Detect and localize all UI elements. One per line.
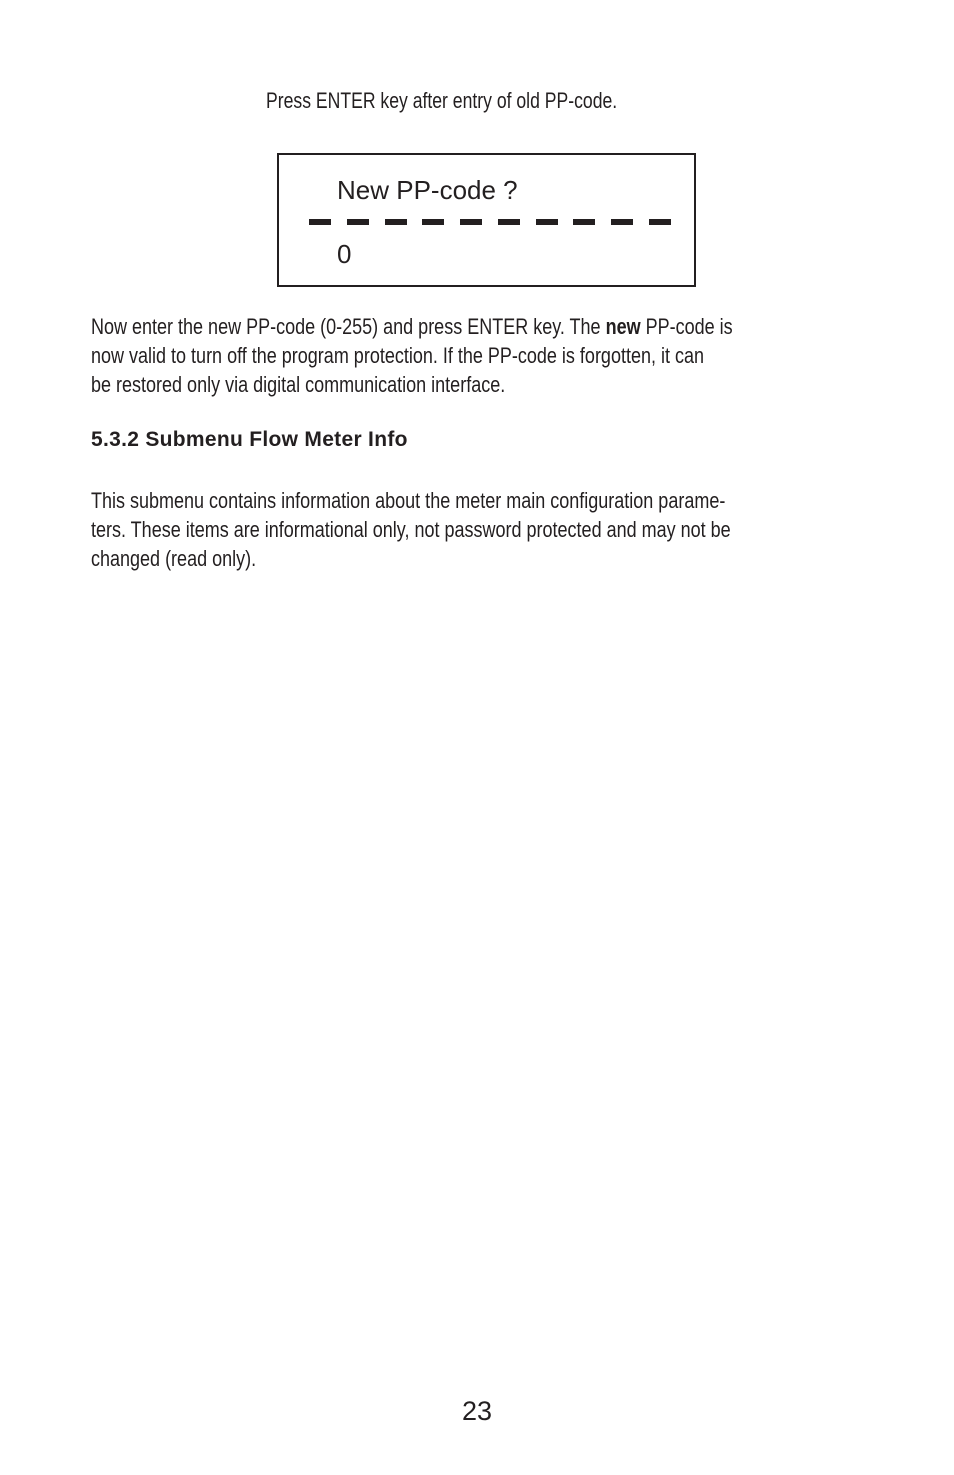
page-number: 23 [461, 1396, 493, 1426]
lcd-dash [460, 219, 482, 225]
lcd-dash [649, 219, 671, 225]
paragraph-line: This submenu contains information about the meter main configuration parame- [91, 488, 726, 513]
lcd-dash [309, 219, 331, 225]
lcd-display [277, 153, 696, 287]
lcd-prompt-text: New PP-code ? [337, 175, 518, 205]
paragraph-line: now valid to turn off the program protection. If the PP-code is forgotten, it can [91, 343, 705, 368]
lcd-dash [422, 219, 444, 225]
emphasis-text: new [605, 314, 641, 339]
paragraph-line: changed (read only). [91, 546, 257, 571]
lcd-dash [611, 219, 633, 225]
lcd-dash [573, 219, 595, 225]
lcd-dash-separator [309, 219, 671, 225]
paragraph-line: ters. These items are informational only, not password protected and may not be [91, 517, 731, 542]
lcd-dash [347, 219, 369, 225]
intro-instruction: Press ENTER key after entry of old PP-code. [266, 88, 618, 113]
pp-code-explanation-paragraph [91, 312, 733, 399]
text-run: Now enter the new PP-code (0-255) and press ENTER key. The [91, 314, 606, 339]
paragraph-line [91, 312, 733, 341]
lcd-dash [385, 219, 407, 225]
section-heading: 5.3.2 Submenu Flow Meter Info [91, 428, 408, 451]
lcd-dash [536, 219, 558, 225]
lcd-dash [498, 219, 520, 225]
text-run: PP-code is [640, 314, 733, 339]
submenu-description-paragraph [91, 486, 731, 573]
lcd-value-text: 0 [337, 239, 352, 269]
paragraph-line: be restored only via digital communication interface. [91, 372, 506, 397]
